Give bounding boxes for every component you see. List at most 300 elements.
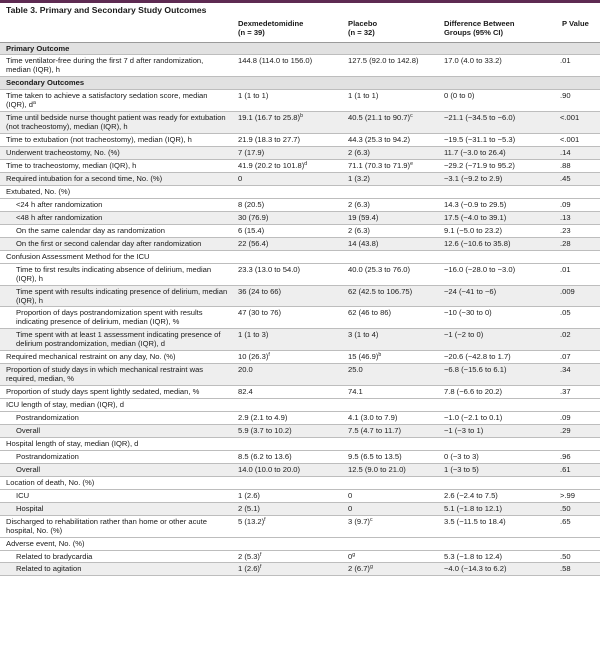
outcome-label: [0, 112, 232, 134]
p-value-text: .009: [560, 286, 575, 296]
group-row: [0, 537, 600, 550]
table-row: [0, 563, 600, 576]
p-value-text: .01: [560, 264, 571, 274]
difference-value: [438, 515, 556, 537]
dex-value-text: 8.5 (6.2 to 13.6): [238, 451, 292, 461]
table-row: [0, 224, 600, 237]
placebo-value-text: 40.5 (21.1 to 90.7): [348, 113, 411, 123]
outcome-label: [0, 263, 232, 285]
footnote-marker: e: [410, 161, 413, 168]
difference-value-text: 3.5 (−11.5 to 18.4): [444, 516, 506, 526]
outcome-label: [0, 55, 232, 77]
outcome-label: [0, 211, 232, 224]
dex-value: [232, 351, 342, 364]
placebo-value: [342, 198, 438, 211]
table-row: [0, 285, 600, 307]
placebo-value-text: 2 (6.3): [348, 148, 370, 158]
difference-value-text: 5.1 (−1.8 to 12.1): [444, 503, 503, 513]
outcome-label: [0, 307, 232, 329]
difference-value-text: −4.0 (−14.3 to 6.2): [444, 564, 507, 574]
placebo-value-text: 2 (6.7): [348, 564, 370, 574]
placebo-value: [342, 211, 438, 224]
group-heading: ICU length of stay, median (IQR), d: [0, 399, 600, 412]
dex-value: [232, 285, 342, 307]
placebo-value-text: 4.1 (3.0 to 7.9): [348, 413, 398, 423]
footnote-marker: f: [259, 564, 262, 571]
group-heading: Adverse event, No. (%): [0, 537, 600, 550]
p-value-text: .58: [560, 564, 571, 574]
p-value-text: .96: [560, 451, 571, 461]
table-row: [0, 364, 600, 386]
p-value: [556, 563, 600, 576]
placebo-value: [342, 147, 438, 160]
dex-value: [232, 425, 342, 438]
placebo-value-text: 12.5 (9.0 to 21.0): [348, 464, 406, 474]
table-row: [0, 160, 600, 173]
p-value: [556, 351, 600, 364]
dex-value-text: 47 (30 to 76): [238, 308, 282, 318]
p-value: [556, 425, 600, 438]
footnote-marker: g: [352, 551, 356, 558]
difference-value-text: −21.1 (−34.5 to −6.0): [444, 113, 516, 123]
footnote-marker: c: [369, 516, 373, 523]
dex-value: [232, 463, 342, 476]
outcome-label-text: Proportion of days postrandomization spent with results indicating presence of delirium, median (IQR), %: [16, 308, 203, 327]
difference-value: [438, 351, 556, 364]
outcome-label-text: <48 h after randomization: [16, 212, 103, 222]
outcome-label: [0, 90, 232, 112]
dex-value: [232, 550, 342, 563]
difference-value-text: 17.5 (−4.0 to 39.1): [444, 212, 507, 222]
difference-value: [438, 386, 556, 399]
difference-value-text: −16.0 (−28.0 to −3.0): [444, 264, 516, 274]
header-diff-label: Difference Between: [444, 19, 515, 28]
difference-value-text: 14.3 (−0.9 to 29.5): [444, 199, 507, 209]
outcome-label: [0, 237, 232, 250]
outcome-label-text: Time to extubation (not tracheostomy), median (IQR), h: [6, 135, 192, 145]
outcome-label-text: Proportion of study days spent lightly sedated, median, %: [6, 387, 200, 397]
footnote-marker: d: [304, 161, 308, 168]
difference-value: [438, 425, 556, 438]
outcome-label: [0, 329, 232, 351]
header-dex-label: Dexmedetomidine: [238, 19, 304, 28]
table-row: [0, 307, 600, 329]
difference-value: [438, 329, 556, 351]
placebo-value-text: 9.5 (6.5 to 13.5): [348, 451, 402, 461]
placebo-value: [342, 550, 438, 563]
difference-value-text: 7.8 (−6.6 to 20.2): [444, 387, 503, 397]
footnote-marker: f: [268, 352, 270, 359]
difference-value-text: −20.6 (−42.8 to 1.7): [444, 352, 511, 362]
outcome-label: [0, 224, 232, 237]
placebo-value: [342, 55, 438, 77]
dex-value-text: 41.9 (20.2 to 101.8): [238, 161, 305, 171]
difference-value-text: 11.7 (−3.0 to 26.4): [444, 148, 506, 158]
outcome-label-text: Related to bradycardia: [16, 551, 93, 561]
table-title: Table 3. Primary and Secondary Study Outcomes: [0, 0, 600, 17]
outcome-label: [0, 172, 232, 185]
dex-value: [232, 412, 342, 425]
dex-value-text: 5 (13.2): [238, 516, 265, 526]
outcome-label: [0, 463, 232, 476]
difference-value-text: 0 (−3 to 3): [444, 451, 479, 461]
difference-value: [438, 198, 556, 211]
group-heading: Confusion Assessment Method for the ICU: [0, 250, 600, 263]
p-value: [556, 550, 600, 563]
outcome-label-text: Proportion of study days in which mechanical restraint was required, median, %: [6, 365, 204, 384]
placebo-value-text: 0: [348, 490, 353, 500]
difference-value: [438, 263, 556, 285]
outcome-label: [0, 134, 232, 147]
dex-value-text: 30 (76.9): [238, 212, 269, 222]
p-value-text: .13: [560, 212, 571, 222]
outcome-label: [0, 450, 232, 463]
dex-value: [232, 198, 342, 211]
placebo-value-text: 71.1 (70.3 to 71.9): [348, 161, 411, 171]
p-value: [556, 112, 600, 134]
header-diff-sub: Groups (95% CI): [444, 27, 504, 37]
placebo-value-text: 1 (1 to 1): [348, 91, 379, 101]
dex-value: [232, 386, 342, 399]
dex-value-text: 7 (17.9): [238, 148, 265, 158]
dex-value-text: 14.0 (10.0 to 20.0): [238, 464, 301, 474]
section-heading: Secondary Outcomes: [0, 77, 600, 90]
group-row: [0, 437, 600, 450]
placebo-value: [342, 307, 438, 329]
outcome-label-text: Postrandomization: [16, 451, 79, 461]
p-value: [556, 450, 600, 463]
placebo-value: [342, 450, 438, 463]
difference-value: [438, 134, 556, 147]
difference-value-text: 9.1 (−5.0 to 23.2): [444, 225, 503, 235]
footnote-marker: c: [410, 113, 413, 120]
header-outcome: [0, 17, 232, 42]
difference-value: [438, 364, 556, 386]
p-value-text: .07: [560, 352, 571, 362]
p-value: [556, 329, 600, 351]
table-row: [0, 386, 600, 399]
placebo-value: [342, 237, 438, 250]
placebo-value-text: 3 (9.7): [348, 516, 370, 526]
p-value-text: .50: [560, 551, 571, 561]
difference-value: [438, 147, 556, 160]
outcome-label-text: Required mechanical restraint on any day, No. (%): [6, 352, 176, 362]
outcome-label: [0, 160, 232, 173]
group-heading: Location of death, No. (%): [0, 476, 600, 489]
table-row: [0, 55, 600, 77]
difference-value: [438, 502, 556, 515]
table-row: [0, 550, 600, 563]
dex-value-text: 5.9 (3.7 to 10.2): [238, 426, 292, 435]
placebo-value: [342, 351, 438, 364]
outcome-label-text: Overall: [16, 464, 41, 474]
placebo-value: [342, 425, 438, 438]
placebo-value-text: 19 (59.4): [348, 212, 379, 222]
p-value-text: .37: [560, 387, 571, 397]
dex-value-text: 0: [238, 173, 243, 183]
p-value: [556, 285, 600, 307]
dex-value: [232, 329, 342, 351]
dex-value: [232, 55, 342, 77]
p-value: [556, 211, 600, 224]
dex-value: [232, 364, 342, 386]
placebo-value: [342, 463, 438, 476]
header-p-letter: P Value: [562, 19, 589, 28]
table-row: [0, 515, 600, 537]
placebo-value-text: 44.3 (25.3 to 94.2): [348, 135, 411, 145]
table-row: [0, 502, 600, 515]
dex-value-text: 23.3 (13.0 to 54.0): [238, 264, 301, 274]
placebo-value: [342, 134, 438, 147]
p-value: [556, 263, 600, 285]
dex-value-text: 19.1 (16.7 to 25.8): [238, 113, 301, 123]
dex-value-text: 2.9 (2.1 to 4.9): [238, 413, 288, 423]
placebo-value: [342, 364, 438, 386]
footnote-marker: f: [259, 551, 262, 558]
dex-value: [232, 172, 342, 185]
placebo-value-text: 0: [348, 551, 353, 561]
footnote-marker: g: [369, 564, 373, 571]
p-value-text: <.001: [560, 135, 580, 145]
p-value-text: .09: [560, 413, 571, 423]
p-value: [556, 134, 600, 147]
placebo-value: [342, 563, 438, 576]
p-value-text: .01: [560, 56, 571, 66]
p-value-text: <.001: [560, 113, 580, 123]
placebo-value: [342, 263, 438, 285]
table-row: [0, 172, 600, 185]
placebo-value: [342, 160, 438, 173]
dex-value-text: 8 (20.5): [238, 199, 265, 209]
group-row: [0, 185, 600, 198]
section-heading: Primary Outcome: [0, 42, 600, 55]
difference-value: [438, 563, 556, 576]
difference-value-text: 1 (−3 to 5): [444, 464, 479, 474]
header-placebo: [342, 17, 438, 42]
placebo-value: [342, 502, 438, 515]
group-heading: Extubated, No. (%): [0, 185, 600, 198]
outcome-label-text: Required intubation for a second time, No. (%): [6, 173, 163, 183]
placebo-value: [342, 515, 438, 537]
outcome-label-text: Time spent with at least 1 assessment indicating presence of delirium postrandomization, median (IQR), d: [16, 330, 221, 349]
p-value-text: .50: [560, 503, 571, 513]
dex-value: [232, 160, 342, 173]
dex-value-text: 2 (5.3): [238, 551, 260, 561]
difference-value-text: −1.0 (−2.1 to 0.1): [444, 413, 503, 423]
placebo-value-text: 62 (46 to 86): [348, 308, 392, 318]
p-value-text: .28: [560, 238, 571, 248]
difference-value-text: −3.1 (−9.2 to 2.9): [444, 173, 503, 183]
outcome-label: [0, 489, 232, 502]
table-row: [0, 412, 600, 425]
placebo-value: [342, 412, 438, 425]
difference-value-text: −19.5 (−31.1 to −5.3): [444, 135, 516, 145]
outcomes-table: [0, 17, 600, 576]
outcome-label: [0, 502, 232, 515]
difference-value: [438, 450, 556, 463]
difference-value: [438, 55, 556, 77]
header-placebo-label: Placebo: [348, 19, 378, 28]
outcome-label-text: Related to agitation: [16, 564, 82, 574]
outcome-label: [0, 386, 232, 399]
dex-value-text: 21.9 (18.3 to 27.7): [238, 135, 301, 145]
p-value-text: .61: [560, 464, 571, 474]
table-row: [0, 425, 600, 438]
p-value: [556, 364, 600, 386]
difference-value: [438, 285, 556, 307]
dex-value: [232, 515, 342, 537]
p-value: [556, 412, 600, 425]
outcome-label-text: Overall: [16, 426, 41, 435]
p-value-text: .02: [560, 330, 571, 340]
table-row: [0, 211, 600, 224]
section-row: [0, 77, 600, 90]
dex-value: [232, 147, 342, 160]
p-value: [556, 160, 600, 173]
dex-value-text: 1 (1 to 1): [238, 91, 269, 101]
outcome-label-text: Hospital: [16, 503, 44, 513]
outcome-label-text: Time to tracheostomy, median (IQR), h: [6, 161, 137, 171]
header-dexmedetomidine: [232, 17, 342, 42]
p-value: [556, 489, 600, 502]
table-row: [0, 198, 600, 211]
difference-value-text: −24 (−41 to −6): [444, 286, 497, 296]
dex-value: [232, 502, 342, 515]
p-value-text: .05: [560, 308, 571, 318]
header-difference: [438, 17, 556, 42]
placebo-value: [342, 112, 438, 134]
p-value: [556, 90, 600, 112]
placebo-value-text: 40.0 (25.3 to 76.0): [348, 264, 411, 274]
dex-value-text: 36 (24 to 66): [238, 286, 282, 296]
dex-value: [232, 563, 342, 576]
p-value: [556, 172, 600, 185]
outcome-label: [0, 198, 232, 211]
outcome-label-text: Time taken to achieve a satisfactory sedation score, median (IQR), d: [6, 91, 208, 110]
p-value-text: .34: [560, 365, 571, 375]
dex-value-text: 82.4: [238, 387, 253, 397]
p-value: [556, 307, 600, 329]
p-value: [556, 515, 600, 537]
header-placebo-n: (n = 32): [348, 27, 375, 37]
table-row: [0, 463, 600, 476]
dex-value-text: 2 (5.1): [238, 503, 260, 513]
table-row: [0, 351, 600, 364]
outcome-label: [0, 147, 232, 160]
outcome-label-text: On the same calendar day as randomization: [16, 225, 166, 235]
placebo-value-text: 74.1: [348, 387, 363, 397]
footnote-marker: b: [378, 352, 382, 359]
footnote-marker: a: [33, 100, 36, 107]
placebo-value: [342, 172, 438, 185]
placebo-value-text: 15 (46.9): [348, 352, 379, 362]
group-row: [0, 476, 600, 489]
outcome-label-text: On the first or second calendar day after randomization: [16, 238, 202, 248]
difference-value-text: 2.6 (−2.4 to 7.5): [444, 490, 498, 500]
difference-value: [438, 550, 556, 563]
p-value-text: .90: [560, 91, 571, 101]
dex-value: [232, 263, 342, 285]
p-value: [556, 463, 600, 476]
table-row: [0, 134, 600, 147]
outcome-label: [0, 515, 232, 537]
p-value: [556, 237, 600, 250]
placebo-value: [342, 285, 438, 307]
placebo-value-text: 25.0: [348, 365, 363, 375]
table-row: [0, 329, 600, 351]
outcome-label-text: Underwent tracheostomy, No. (%): [6, 148, 120, 158]
difference-value: [438, 463, 556, 476]
difference-value-text: 5.3 (−1.8 to 12.4): [444, 551, 503, 561]
outcome-label: [0, 550, 232, 563]
section-row: [0, 42, 600, 55]
dex-value: [232, 450, 342, 463]
difference-value-text: −29.2 (−71.9 to 95.2): [444, 161, 515, 171]
outcome-label-text: Time to first results indicating absence of delirium, median (IQR), h: [16, 264, 212, 283]
placebo-value-text: 0: [348, 503, 353, 513]
header-p-value: [556, 17, 600, 42]
dex-value-text: 6 (15.4): [238, 225, 265, 235]
dex-value-text: 1 (1 to 3): [238, 330, 269, 340]
difference-value: [438, 160, 556, 173]
dex-value: [232, 224, 342, 237]
dex-value-text: 1 (2.6): [238, 564, 260, 574]
placebo-value: [342, 224, 438, 237]
placebo-value-text: 1 (3.2): [348, 173, 370, 183]
dex-value-text: 20.0: [238, 365, 253, 375]
p-value: [556, 198, 600, 211]
dex-value: [232, 211, 342, 224]
header-dex-n: (n = 39): [238, 27, 265, 37]
placebo-value-text: 3 (1 to 4): [348, 330, 379, 340]
p-value-text: >.99: [560, 490, 575, 500]
p-value-text: .14: [560, 148, 571, 158]
placebo-value-text: 62 (42.5 to 106.75): [348, 286, 413, 296]
p-value: [556, 55, 600, 77]
difference-value-text: 17.0 (4.0 to 33.2): [444, 56, 502, 66]
p-value: [556, 224, 600, 237]
difference-value-text: −1 (−3 to 1): [444, 426, 484, 435]
outcome-label: [0, 285, 232, 307]
difference-value: [438, 412, 556, 425]
dex-value-text: 22 (56.4): [238, 238, 269, 248]
table-row: [0, 263, 600, 285]
placebo-value: [342, 386, 438, 399]
difference-value: [438, 307, 556, 329]
outcome-label-text: Time spent with results indicating presence of delirium, median (IQR), h: [16, 286, 228, 305]
group-row: [0, 250, 600, 263]
table-row: [0, 90, 600, 112]
table-row: [0, 112, 600, 134]
difference-value: [438, 112, 556, 134]
dex-value: [232, 489, 342, 502]
difference-value: [438, 90, 556, 112]
outcome-label-text: Postrandomization: [16, 413, 79, 423]
placebo-value-text: 7.5 (4.7 to 11.7): [348, 426, 402, 435]
difference-value: [438, 237, 556, 250]
p-value-text: .88: [560, 161, 571, 171]
difference-value-text: 12.6 (−10.6 to 35.8): [444, 238, 511, 248]
outcome-label-text: ICU: [16, 490, 30, 500]
outcome-label-text: Time ventilator-free during the first 7 d after randomization, median (IQR), h: [6, 56, 204, 75]
dex-value: [232, 134, 342, 147]
placebo-value: [342, 489, 438, 502]
dex-value: [232, 237, 342, 250]
outcome-label-text: Discharged to rehabilitation rather than home or other acute hospital, No. (%): [6, 516, 207, 535]
dex-value-text: 1 (2.6): [238, 490, 260, 500]
difference-value: [438, 224, 556, 237]
difference-value: [438, 211, 556, 224]
